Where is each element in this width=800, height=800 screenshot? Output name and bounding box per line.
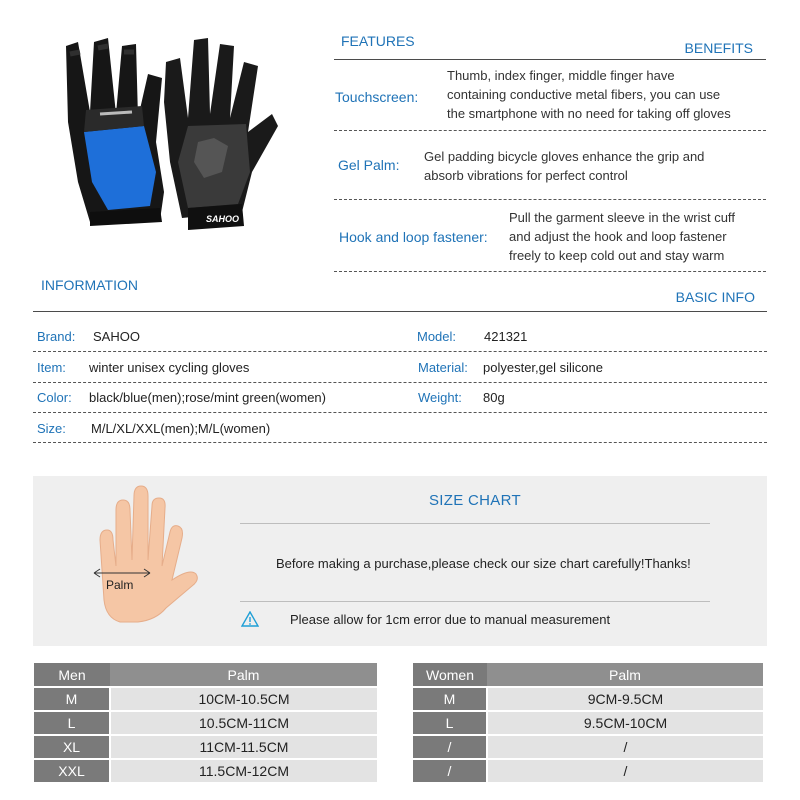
- material-label: Material:: [418, 360, 468, 375]
- item-label: Item:: [37, 360, 66, 375]
- feature-line: freely to keep cold out and stay warm: [509, 248, 725, 263]
- table-row: [413, 687, 763, 711]
- table-cell-palm: 9CM-9.5CM: [487, 687, 763, 711]
- table-header-cell: Men: [34, 663, 110, 687]
- feature-text-gel-palm: [424, 147, 764, 185]
- feature-label-gel-palm: Gel Palm:: [338, 157, 400, 173]
- feature-separator: [334, 130, 766, 131]
- brand-label: Brand:: [37, 329, 76, 344]
- features-heading: FEATURES: [341, 33, 415, 49]
- info-separator: [33, 382, 767, 383]
- size-chart-divider: [240, 601, 710, 602]
- table-cell-size: L: [413, 711, 487, 735]
- table-header-cell: Women: [413, 663, 487, 687]
- table-row: [34, 759, 377, 783]
- palm-label: Palm: [106, 578, 134, 592]
- info-separator: [33, 442, 767, 443]
- table-cell-palm: 11.5CM-12CM: [110, 759, 377, 783]
- table-header-cell: Palm: [110, 663, 377, 687]
- table-cell-size: XL: [34, 735, 110, 759]
- warning-icon: [241, 611, 259, 627]
- basic-info-heading: BASIC INFO: [675, 289, 755, 305]
- size-chart-title: SIZE CHART: [429, 492, 521, 509]
- weight-value: 80g: [483, 390, 505, 405]
- table-cell-palm: 10CM-10.5CM: [110, 687, 377, 711]
- feature-separator: [334, 199, 766, 200]
- color-label: Color:: [37, 390, 72, 405]
- info-separator: [33, 351, 767, 352]
- model-value: 421321: [484, 329, 528, 344]
- feature-line: containing conductive metal fibers, you can use: [447, 87, 721, 102]
- table-cell-size: M: [34, 687, 110, 711]
- feature-line: Thumb, index finger, middle finger have: [447, 68, 675, 83]
- right-glove: [164, 38, 278, 230]
- feature-line: absorb vibrations for perfect control: [424, 168, 628, 183]
- feature-line: Pull the garment sleeve in the wrist cuff: [509, 210, 735, 225]
- material-value: polyester,gel silicone: [483, 360, 603, 375]
- feature-label-touchscreen: Touchscreen:: [335, 89, 419, 105]
- size-chart-divider: [240, 523, 710, 524]
- table-header-row: [413, 663, 763, 687]
- weight-label: Weight:: [418, 390, 462, 405]
- table-row: [413, 735, 763, 759]
- table-cell-palm: 9.5CM-10CM: [487, 711, 763, 735]
- item-value: winter unisex cycling gloves: [89, 360, 250, 375]
- table-cell-size: XXL: [34, 759, 110, 783]
- brand-value: SAHOO: [93, 329, 140, 344]
- table-cell-size: M: [413, 687, 487, 711]
- size-chart-note: Before making a purchase,please check our size chart carefully!Thanks!: [276, 556, 691, 571]
- table-cell-palm: /: [487, 759, 763, 783]
- table-row: [34, 687, 377, 711]
- table-cell-palm: 10.5CM-11CM: [110, 711, 377, 735]
- info-divider: [33, 311, 767, 312]
- table-cell-size: /: [413, 735, 487, 759]
- benefits-heading: BENEFITS: [684, 40, 753, 56]
- feature-text-hook-loop: [509, 208, 769, 265]
- color-value: black/blue(men);rose/mint green(women): [89, 390, 326, 405]
- size-label: Size:: [37, 421, 66, 436]
- features-divider: [334, 59, 766, 60]
- feature-separator: [334, 271, 766, 272]
- table-cell-palm: /: [487, 735, 763, 759]
- table-cell-palm: 11CM-11.5CM: [110, 735, 377, 759]
- information-heading: INFORMATION: [41, 277, 138, 293]
- hand-palm-image: [80, 480, 200, 630]
- info-separator: [33, 412, 767, 413]
- table-row: [34, 711, 377, 735]
- left-glove: [66, 38, 164, 226]
- feature-label-hook-loop: Hook and loop fastener:: [339, 229, 488, 245]
- size-value: M/L/XL/XXL(men);M/L(women): [91, 421, 271, 436]
- table-cell-size: /: [413, 759, 487, 783]
- table-cell-size: L: [34, 711, 110, 735]
- men-size-table: [34, 663, 377, 784]
- feature-text-touchscreen: [447, 66, 777, 123]
- feature-line: the smartphone with no need for taking off gloves: [447, 106, 731, 121]
- table-row: [34, 735, 377, 759]
- women-size-table: [413, 663, 763, 784]
- glove-logo: SAHOO: [206, 214, 240, 224]
- feature-line: and adjust the hook and loop fastener: [509, 229, 727, 244]
- measurement-error-note: Please allow for 1cm error due to manual measurement: [290, 612, 611, 627]
- table-header-cell: Palm: [487, 663, 763, 687]
- table-row: [413, 759, 763, 783]
- feature-line: Gel padding bicycle gloves enhance the grip and: [424, 149, 705, 164]
- table-row: [413, 711, 763, 735]
- model-label: Model:: [417, 329, 457, 344]
- table-header-row: [34, 663, 377, 687]
- cycling-gloves-image: [38, 22, 288, 242]
